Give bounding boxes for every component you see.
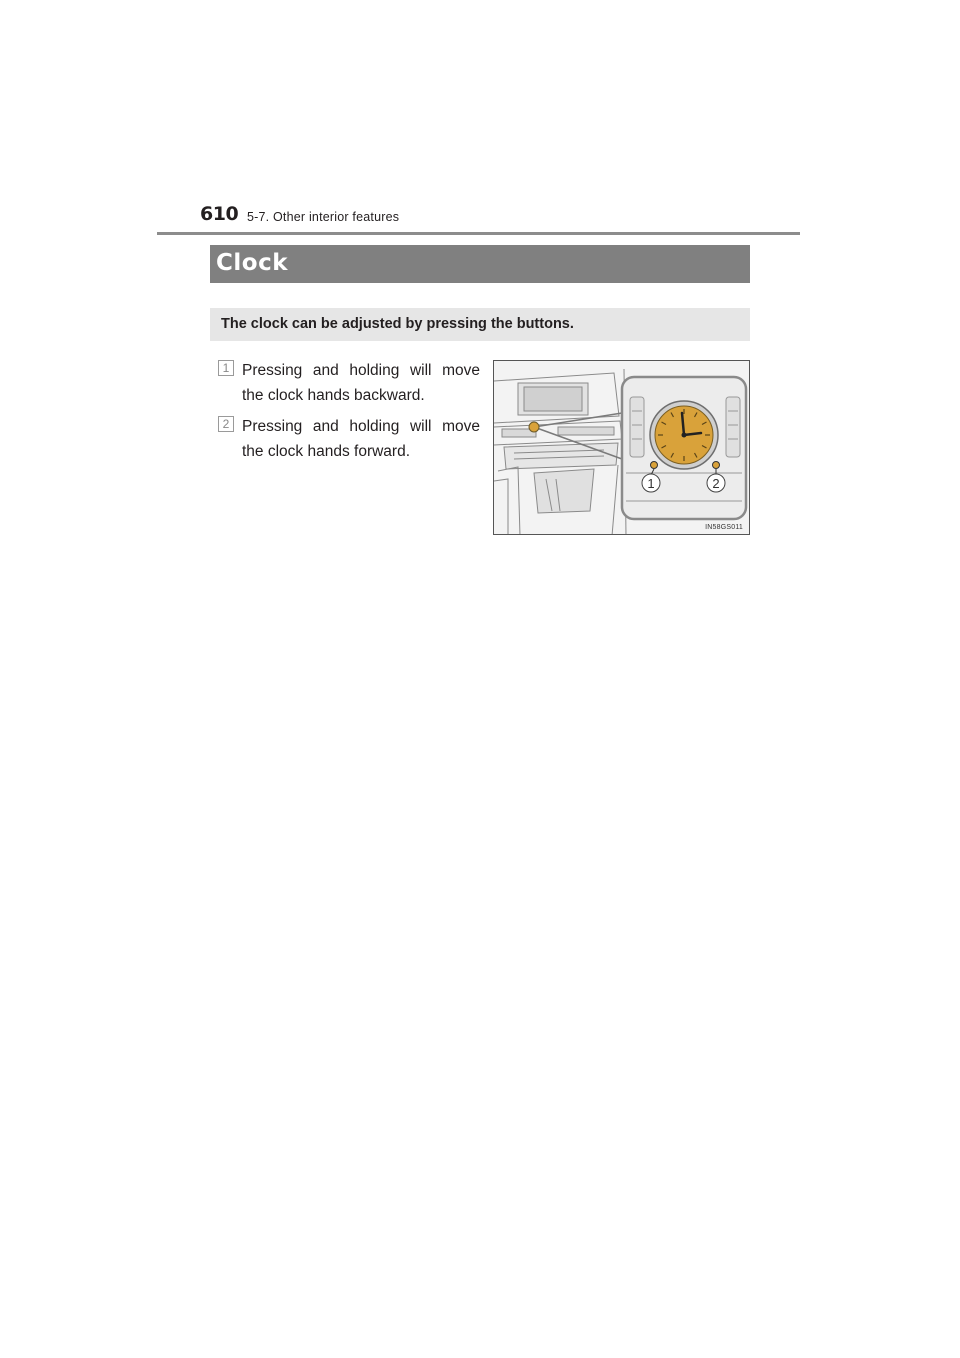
step-text: Pressing and holding will move the clock hands backward. <box>242 362 480 404</box>
header-rule <box>157 232 800 235</box>
page-number: 610 <box>200 203 239 225</box>
section-title: Clock <box>216 250 288 276</box>
clock-illustration <box>493 360 750 535</box>
callout-label-2: 2 <box>712 476 720 491</box>
callout-label-1: 1 <box>647 476 655 491</box>
intro-text: The clock can be adjusted by pressing the buttons. <box>221 316 574 332</box>
step-number: 1 <box>218 360 234 376</box>
illustration-code: IN58GS011 <box>705 524 743 531</box>
section-title-bar <box>210 245 750 283</box>
dashboard-drawing <box>494 361 750 535</box>
page-header <box>0 0 960 240</box>
step-text: Pressing and holding will move the clock hands forward. <box>242 418 480 460</box>
step-number: 2 <box>218 416 234 432</box>
intro-box <box>210 308 750 341</box>
chapter-title: 5-7. Other interior features <box>247 210 400 224</box>
